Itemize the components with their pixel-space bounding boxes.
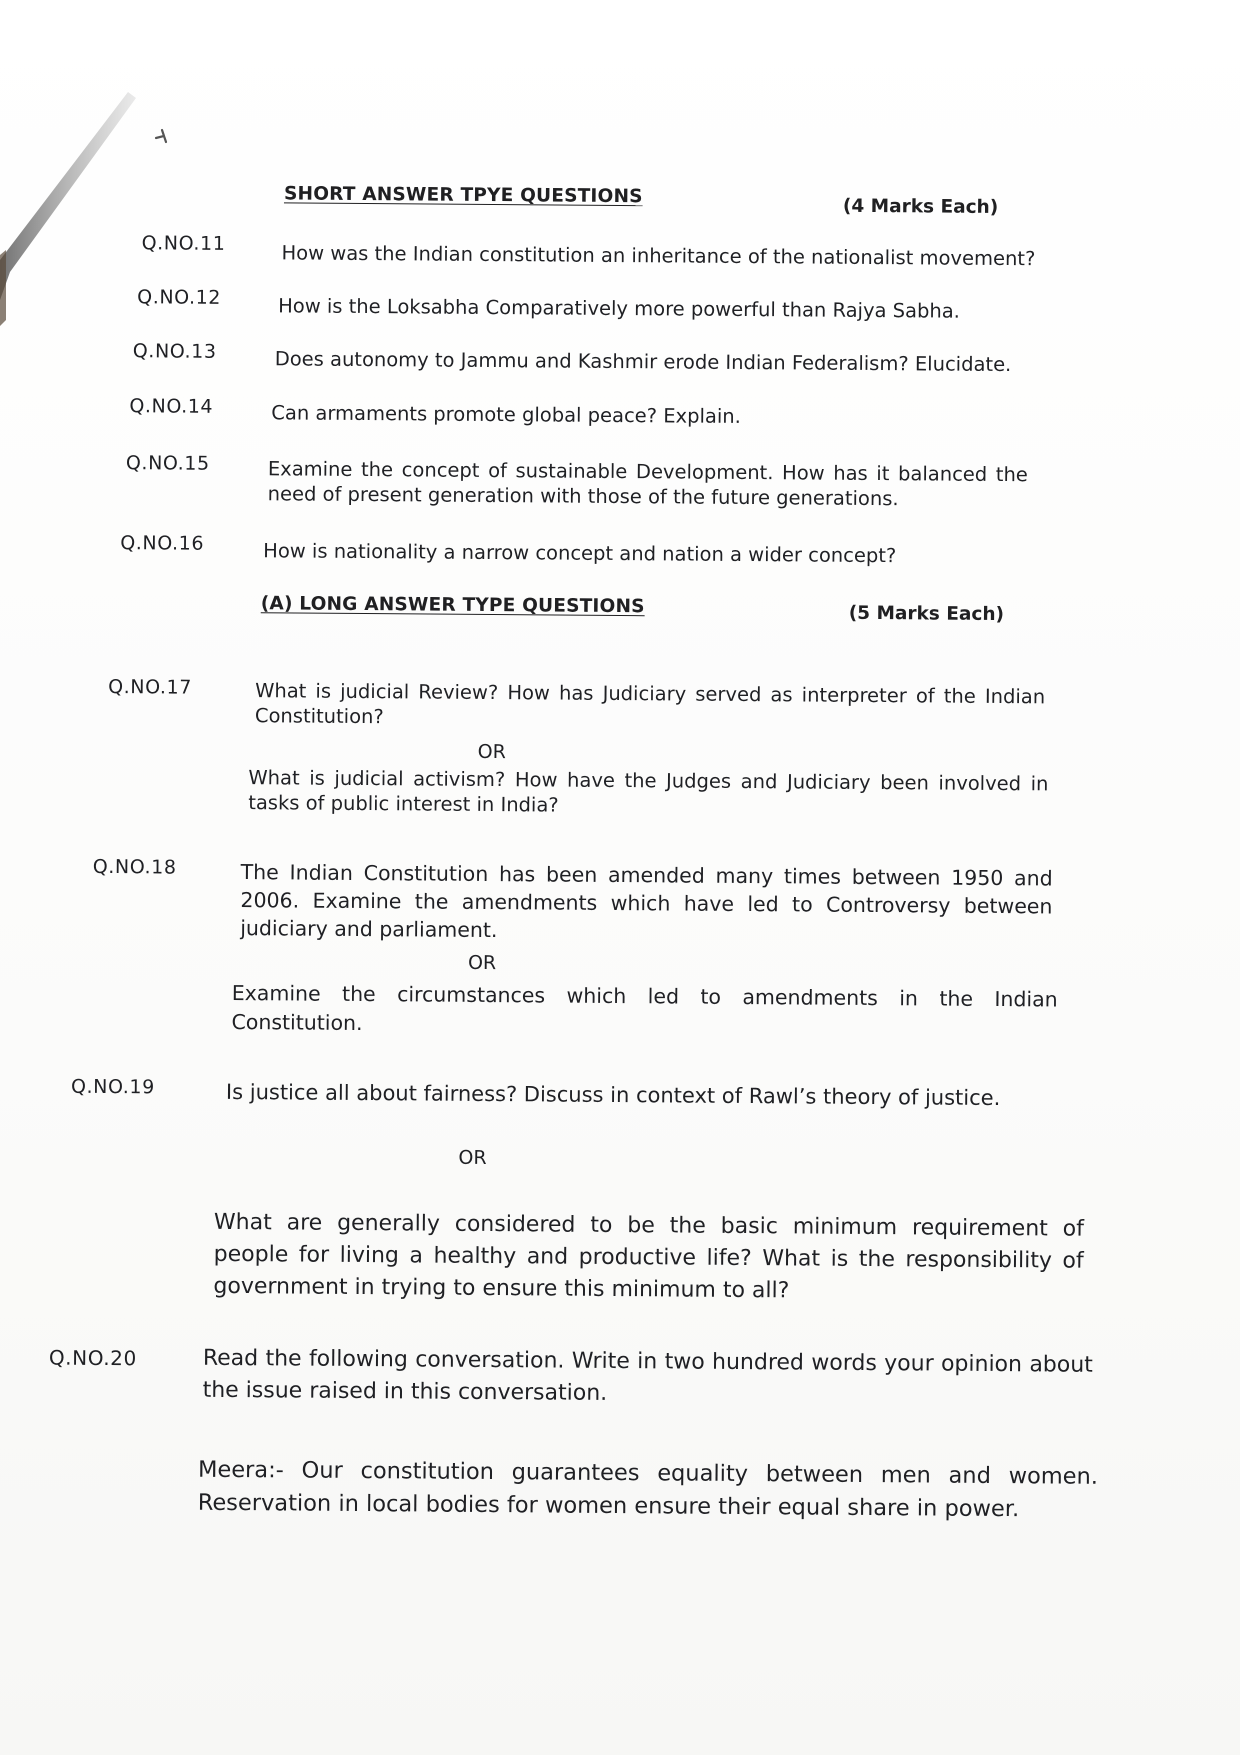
question-text-14: Can armaments promote global peace? Explain. xyxy=(271,401,741,428)
or-divider-18: OR xyxy=(467,951,497,975)
question-text-15: Examine the concept of sustainable Development. How has it balanced the need of present generation with those of the future generations. xyxy=(267,457,1028,511)
question-alt-text-17: What is judicial activism? How have the Judges and Judiciary been involved in tasks of public interest in India? xyxy=(248,766,1049,817)
question-alt-text-18: Examine the circumstances which led to amendments in the Indian Constitution. xyxy=(231,980,1058,1036)
question-alt-text-19: What are generally considered to be the basic minimum requirement of people for living a healthy and productive life? What is the responsibility of government in trying to ensure this minimum to all? xyxy=(213,1209,1085,1304)
question-number-18: Q.NO.18 xyxy=(92,855,177,879)
or-divider-17: OR xyxy=(477,740,506,764)
question-number-13: Q.NO.13 xyxy=(132,340,217,363)
short-answer-section xyxy=(284,183,643,207)
question-text-16: How is nationality a narrow concept and nation a wider concept? xyxy=(263,539,897,568)
question-text-13: Does autonomy to Jammu and Kashmir erode Indian Federalism? Elucidate. xyxy=(274,347,1012,377)
question-text-20: Read the following conversation. Write in two hundred words your opinion about the issue raised in this conversation. xyxy=(202,1345,1093,1406)
question-number-16: Q.NO.16 xyxy=(120,532,205,555)
question-number-15: Q.NO.15 xyxy=(125,452,210,475)
question-number-11: Q.NO.11 xyxy=(141,232,226,255)
question-text-17: What is judicial Review? How has Judiciary served as interpreter of the Indian Constitution? xyxy=(254,679,1046,729)
long-answer-section-title: (A) LONG ANSWER TYPE QUESTIONS xyxy=(260,593,645,618)
short-answer-marks: (4 Marks Each) xyxy=(842,195,999,218)
question-number-14: Q.NO.14 xyxy=(129,395,214,418)
question-text-18: The Indian Constitution has been amended many times between 1950 and 2006. Examine the amendments which have led to Controversy between judiciary and parliament. xyxy=(240,860,1053,943)
long-answer-marks: (5 Marks Each) xyxy=(848,602,1005,626)
question-number-19: Q.NO.19 xyxy=(70,1075,155,1099)
question-number-17: Q.NO.17 xyxy=(108,675,193,699)
question-text-12: How is the Loksabha Comparatively more powerful than Rajya Sabha. xyxy=(278,294,961,323)
or-divider-19: OR xyxy=(458,1146,487,1169)
question-number-12: Q.NO.12 xyxy=(137,286,222,309)
conversation-text: Meera:- Our constitution guarantees equality between men and women. Reservation in local bodies for women ensure their equal share in power. xyxy=(197,1456,1099,1523)
question-text-11: How was the Indian constitution an inheritance of the nationalist movement? xyxy=(281,241,1036,271)
short-answer-section-title: SHORT ANSWER TPYE QUESTIONS xyxy=(283,183,643,208)
question-text-19: Is justice all about fairness? Discuss in context of Rawl’s theory of justice. xyxy=(225,1079,1001,1111)
long-answer-section xyxy=(261,593,645,617)
question-number-20: Q.NO.20 xyxy=(48,1345,137,1371)
